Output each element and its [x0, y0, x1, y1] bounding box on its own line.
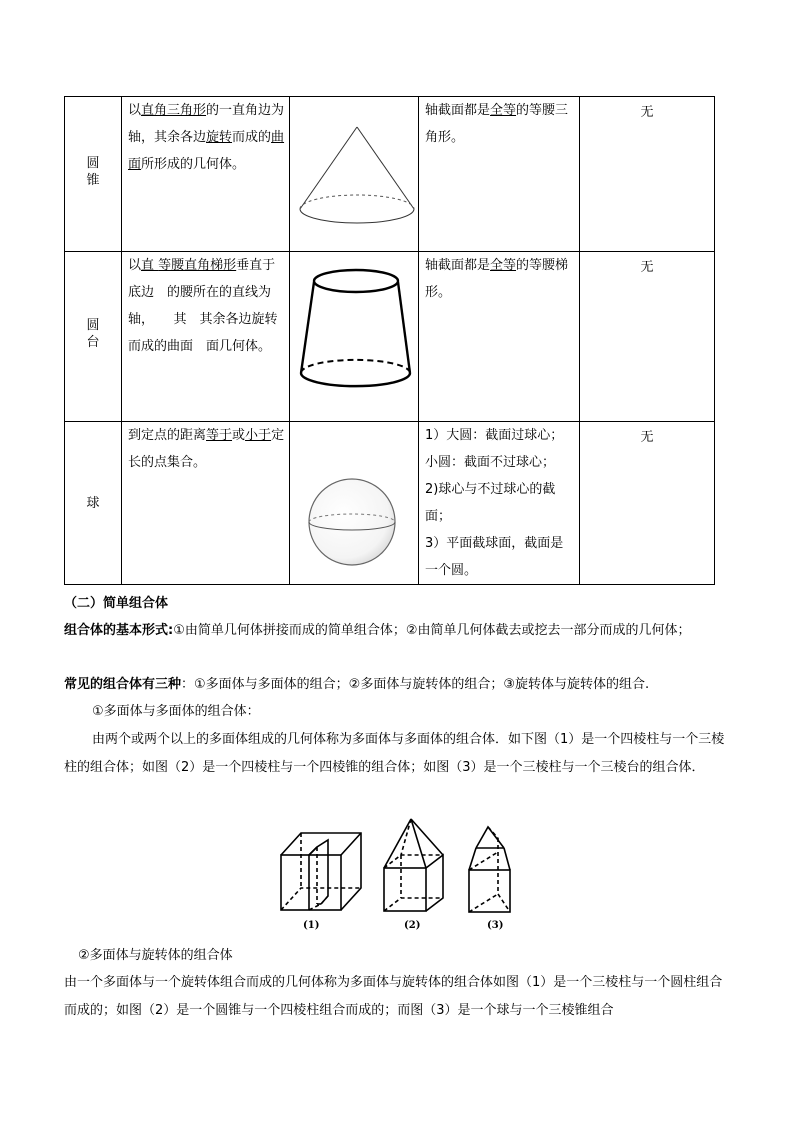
- solid-name: 圆锥: [86, 155, 100, 188]
- definition-cell: [122, 252, 290, 422]
- definition-cell: [122, 422, 290, 585]
- net-cell: [580, 97, 715, 252]
- property-cell: [419, 422, 580, 585]
- property-line: 2)球心与不过球心的截面；: [425, 482, 556, 524]
- underlined-term: 曲面: [128, 130, 285, 172]
- basic-forms-text: ①由简单几何体拼接而成的简单组合体；②由简单几何体截去或挖去一部分而成的几何体；: [173, 623, 691, 638]
- text-run: 的一直角边为轴，其余各边: [128, 103, 285, 145]
- common-types-text: ：①多面体与多面体的组合；②多面体与旋转体的组合；③旋转体与旋转体的组合.: [181, 677, 650, 692]
- figure-label: (1): [303, 920, 320, 931]
- subsection-1-title: ①多面体与多面体的组合体：: [92, 704, 260, 719]
- underlined-term: 等于: [206, 428, 233, 443]
- subsection-2-text: 由一个多面体与一个旋转体组合而成的几何体称为多面体与旋转体的组合体如图（1）是一个三棱柱与一个圆柱组合而成的；如图（2）是一个圆锥与一个四棱柱组合而成的；而图（3）是一个球与一个三棱锥组合: [64, 975, 723, 1018]
- frustum-figure-cell: [290, 252, 419, 422]
- subsection-2-title: ②多面体与旋转体的组合体: [78, 948, 233, 963]
- frustum-icon: [290, 252, 418, 422]
- underlined-term: 小于: [245, 428, 272, 443]
- text-run: 以: [128, 103, 142, 118]
- section-heading: （二）简单组合体: [64, 596, 169, 611]
- basic-forms-paragraph: [64, 617, 734, 645]
- property-cell: [419, 252, 580, 422]
- property-line: 3）平面截球面，截面是一个圆。: [425, 536, 564, 578]
- text-run: 轴截面都是: [425, 103, 491, 118]
- figure-3-prism-frustum-icon: [469, 827, 510, 912]
- net-value: 无: [640, 260, 654, 275]
- property-cell: [419, 97, 580, 252]
- text-run: 轴截面都是: [425, 258, 491, 273]
- common-types-paragraph: [64, 671, 734, 699]
- common-types-label: 常见的组合体有三种: [64, 677, 182, 692]
- figure-label: (3): [487, 920, 504, 931]
- solids-table: [64, 96, 715, 585]
- text-run: 以: [128, 258, 142, 273]
- figure-label: (2): [404, 920, 421, 931]
- figure-2-prism-pyramid-icon: [384, 819, 443, 911]
- text-run: 到定点的距离: [128, 428, 207, 443]
- subsection-1-text: 由两个或两个以上的多面体组成的几何体称为多面体与多面体的组合体．如下图（1）是一个四棱柱与一个三棱柱的组合体；如图（2）是一个四棱柱与一个四棱锥的组合体；如图（3）是一个三棱柱与一个三棱台的组合体．: [64, 732, 725, 775]
- polyhedra-combination-figures: [276, 818, 516, 936]
- definition-cell: [122, 97, 290, 252]
- solid-name-cell: [65, 252, 122, 422]
- sphere-icon: [290, 422, 418, 585]
- figure-1-cube-icon: [281, 833, 361, 910]
- basic-forms-label: 组合体的基本形式:: [64, 623, 174, 638]
- underlined-term: 全等: [490, 258, 517, 273]
- net-cell: [580, 252, 715, 422]
- sphere-figure-cell: [290, 422, 419, 585]
- underlined-term: 旋转: [206, 130, 233, 145]
- text-run: 所形成的几何体。: [141, 157, 246, 172]
- text-run: 的等腰梯形。: [425, 258, 569, 300]
- table-row: [65, 97, 715, 252]
- underlined-term: 直: [141, 258, 159, 273]
- property-line: 1）大圆：截面过球心；: [425, 428, 564, 443]
- solid-name-cell: [65, 422, 122, 585]
- text-run: 定长的点集合。: [128, 428, 285, 470]
- text-run: 的等腰三角形。: [425, 103, 569, 145]
- solid-name-cell: [65, 97, 122, 252]
- text-run: 垂直于底边 的腰所在的直线为轴， 其 其余各边旋转而成的曲面 面几何体。: [128, 258, 278, 354]
- table-row: [65, 422, 715, 585]
- solid-name: 球: [86, 495, 100, 511]
- text-run: 而成的: [232, 130, 272, 145]
- cone-icon: [290, 97, 418, 252]
- property-line: 小圆：截面不过球心；: [425, 455, 556, 470]
- net-cell: [580, 422, 715, 585]
- underlined-term: 全等: [490, 103, 517, 118]
- table-row: [65, 252, 715, 422]
- solid-name: 圆台: [86, 318, 100, 350]
- text-run: 或: [232, 428, 246, 443]
- underlined-term: 等腰直角梯形: [158, 258, 237, 273]
- underlined-term: 直角三角形: [141, 103, 207, 118]
- cone-figure-cell: [290, 97, 419, 252]
- net-value: 无: [640, 430, 654, 445]
- net-value: 无: [640, 105, 654, 120]
